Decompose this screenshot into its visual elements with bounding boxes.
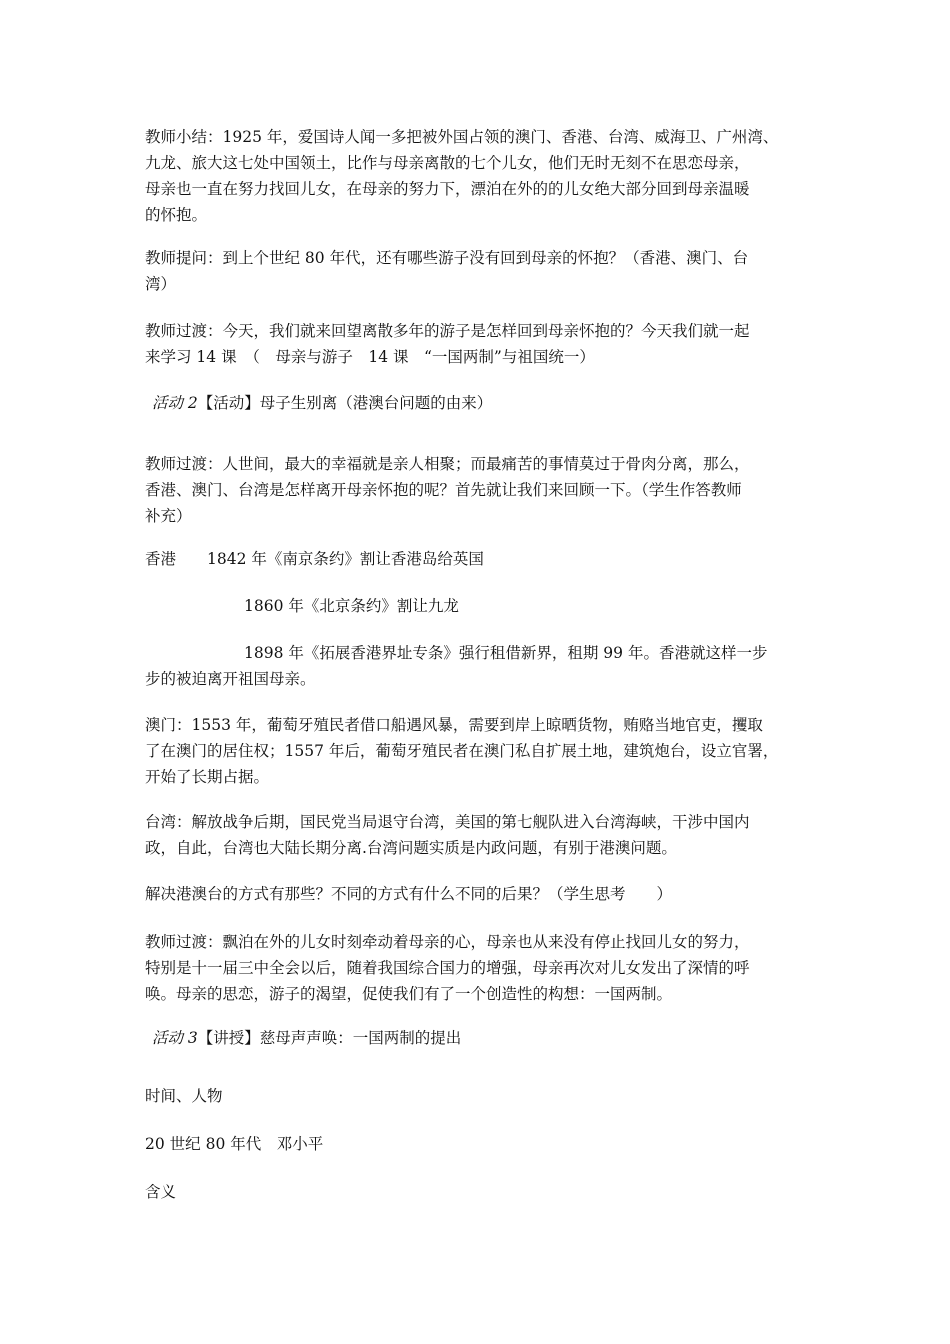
activity-3-heading [152,1025,461,1051]
hongkong-line-4 [145,666,815,692]
time-person-value [145,1131,815,1157]
hongkong-line-3: 1898 年《拓展香港界址专条》强行租借新界，租期 99 年。香港就这样一步 [244,644,768,662]
text-line: 母亲也一直在努力找回儿女，在母亲的努力下，漂泊在外的的儿女绝大部分回到母亲温暖 [145,180,750,198]
text-line: 教师小结：1925 年，爱国诗人闻一多把被外国占领的澳门、香港、台湾、威海卫、广州湾、 [145,128,779,146]
text-line: 含义 [145,1183,177,1201]
text-line: 20 世纪 80 年代 邓小平 [145,1135,324,1153]
hongkong-line-1 [145,546,815,572]
text-line: 教师提问：到上个世纪 80 年代，还有哪些游子没有回到母亲的怀抱？（香港、澳门、台 [145,249,749,267]
text-line: 香港、澳门、台湾是怎样离开母亲怀抱的呢？首先就让我们来回顾一下。（学生作答教师 [145,481,742,499]
text-line: 了在澳门的居住权；1557 年后，葡萄牙殖民者在澳门私自扩展土地，建筑炮台，设立官署， [145,742,779,760]
text-line: 教师过渡：飘泊在外的儿女时刻牵动着母亲的心，母亲也从来没有停止找回儿女的努力， [145,933,750,951]
text-line: 湾） [145,275,177,293]
text-line: 唤。母亲的思恋，游子的渴望，促使我们有了一个创造性的构想：一国两制。 [145,985,673,1003]
text-line: 步的被迫离开祖国母亲。 [145,670,316,688]
text-line: 解决港澳台的方式有那些？不同的方式有什么不同的后果？（学生思考 ） [145,885,673,903]
text-line: 政，自此，台湾也大陆长期分离.台湾问题实质是内政问题，有别于港澳问题。 [145,839,677,857]
text-line: 九龙、旅大这七处中国领土，比作与母亲离散的七个儿女，他们无时无刻不在思恋母亲， [145,154,750,172]
activity-title: 【活动】母子生别离（港澳台问题的由来） [197,394,493,412]
teacher-transition-paragraph-3 [145,929,815,1007]
macau-paragraph [145,712,815,790]
text-line: 香港 1842 年《南京条约》割让香港岛给英国 [145,550,484,568]
activity-number: 活动 3 [152,1029,198,1047]
time-person-label [145,1083,815,1109]
meaning-label [145,1179,815,1205]
teacher-question-paragraph [145,245,815,297]
text-line: 时间、人物 [145,1087,223,1105]
text-line: 台湾：解放战争后期，国民党当局退守台湾，美国的第七舰队进入台湾海峡，干涉中国内 [145,813,750,831]
text-line: 教师过渡：今天，我们就来回望离散多年的游子是怎样回到母亲怀抱的？今天我们就一起 [145,322,750,340]
taiwan-paragraph [145,809,815,861]
text-line: 教师过渡：人世间，最大的幸福就是亲人相聚；而最痛苦的事情莫过于骨肉分离，那么， [145,455,750,473]
activity-2-heading [152,390,492,416]
hongkong-line-2: 1860 年《北京条约》割让九龙 [244,597,459,615]
student-think-question [145,881,815,907]
text-line: 补充） [145,507,192,525]
teacher-transition-paragraph-1 [145,318,815,370]
activity-title: 【讲授】慈母声声唤：一国两制的提出 [197,1029,462,1047]
teacher-transition-paragraph-2 [145,451,815,529]
text-line: 开始了长期占据。 [145,768,270,786]
teacher-summary-paragraph [145,124,815,228]
activity-number: 活动 2 [152,394,198,412]
text-line: 特别是十一届三中全会以后，随着我国综合国力的增强，母亲再次对儿女发出了深情的呼 [145,959,750,977]
text-line: 澳门：1553 年，葡萄牙殖民者借口船遇风暴，需要到岸上晾晒货物，贿赂当地官吏，攫取 [145,716,763,734]
text-line: 的怀抱。 [145,206,208,224]
text-line: 来学习 14 课 （ 母亲与游子 14 课 “一国两制”与祖国统一） [145,348,595,366]
